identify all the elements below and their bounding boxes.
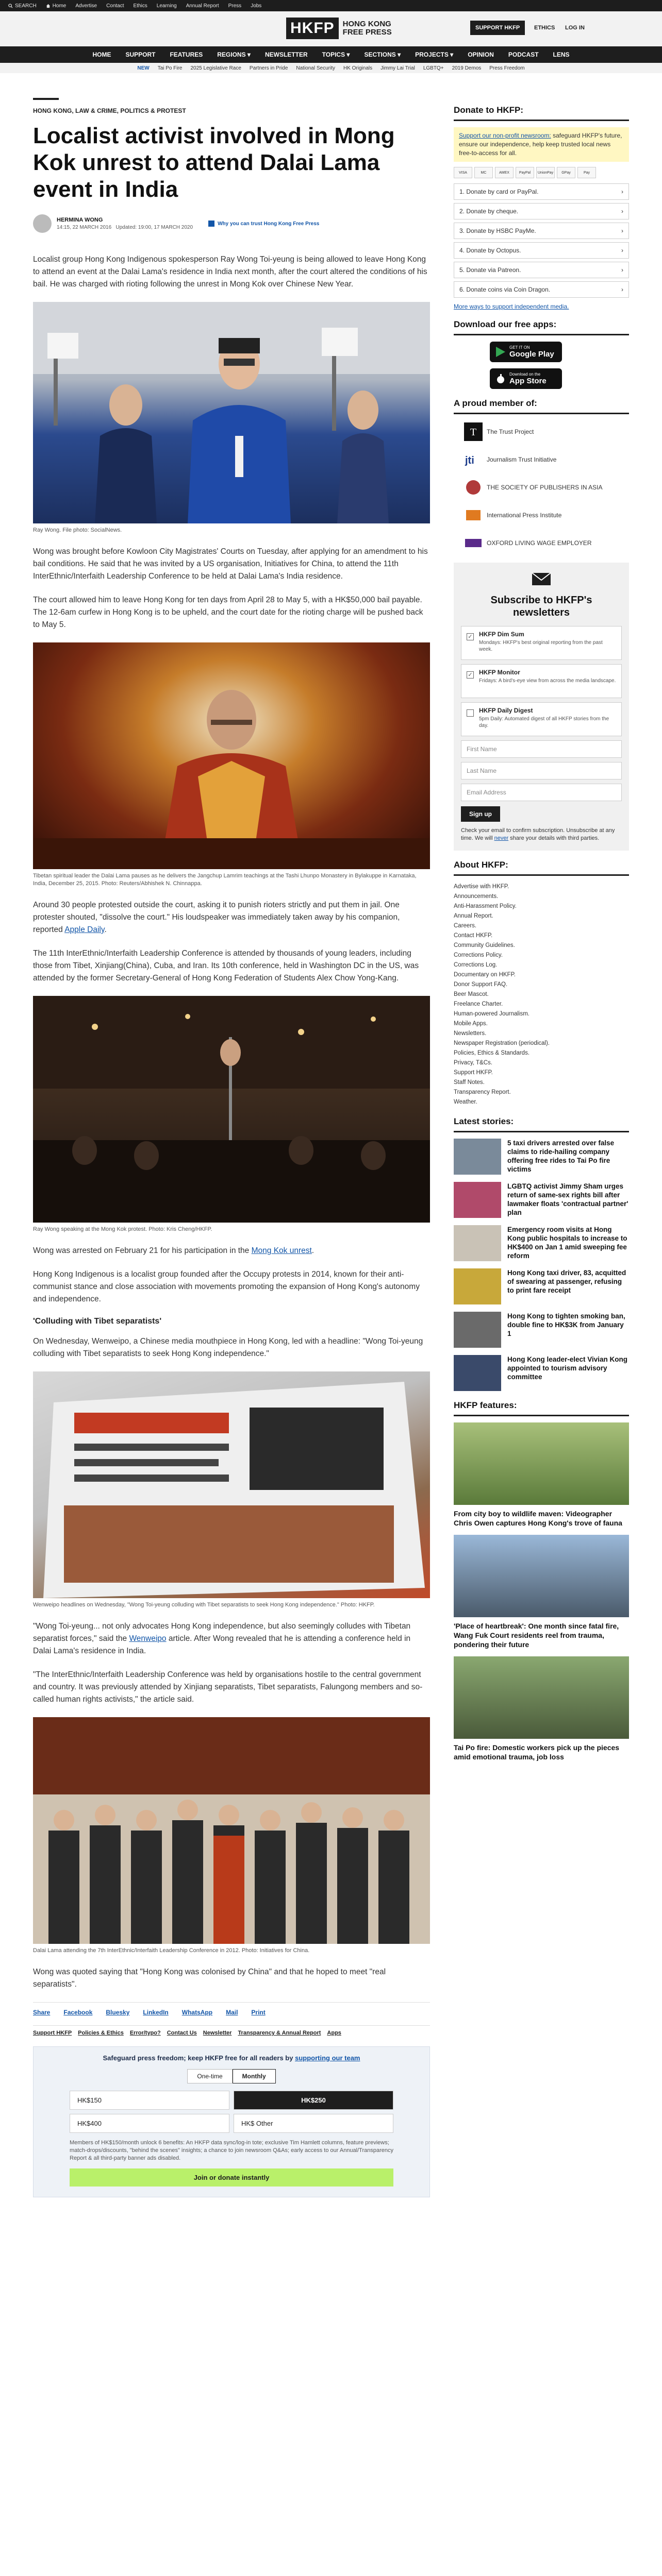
amount-option[interactable]: HK$150 (70, 2091, 229, 2110)
unionpay-icon: UnionPay (536, 167, 555, 178)
kicker-rule (33, 98, 59, 100)
article-figure (33, 996, 430, 1233)
footer-link-apps[interactable]: Apps (327, 2030, 341, 2036)
why-trust-link[interactable] (208, 221, 319, 227)
checkbox[interactable] (467, 709, 474, 717)
payment-methods (454, 167, 629, 178)
article-paragraph: On Wednesday, Wenweipo, a Chinese media mouthpiece in Hong Kong, led with a headline: "Wong Toi-yeung colluding with Tibet separatists to seek Hong Kong independence." (33, 1337, 423, 1358)
app-store-small: Download on the (509, 372, 541, 377)
figure-caption: Tibetan spiritual leader the Dalai Lama pauses as he delivers the Jangchup Lamrim teachings at the Tashi Lhunpo Monastery in Bylakuppe in Karnataka, India, December 25, 2015. Photo: Reuters/Abhishek N. Chinnappa. (33, 873, 417, 887)
envelope-icon (461, 571, 622, 586)
donate-box (33, 2046, 430, 2197)
figure-caption: Dalai Lama attending the 7th InterEthnic/Interfaith Leadership Conference in 2012. Photo: Initiatives for China. (33, 1947, 310, 1954)
article-paragraph: "The InterEthnic/Interfaith Leadership Conference was held by organisations hostile to the central government and country. It was previously attended by Xinjiang separatists, Tibet separatists, Falungong members and so-called human rights activists," the article said. (33, 1670, 423, 1704)
about-link[interactable]: Newsletters. (454, 1030, 487, 1037)
join-donate-button[interactable]: Join or donate instantly (70, 2168, 393, 2187)
chevron-right-icon: › (621, 188, 623, 195)
about-link[interactable]: Corrections Policy. (454, 952, 503, 958)
feature-title: From city boy to wildlife maven: Videographer Chris Owen captures Hong Kong's trove of fauna (454, 1510, 622, 1527)
author-name[interactable]: HERMINA WONG (57, 217, 103, 223)
latest-story[interactable] (454, 1225, 629, 1261)
member-sopa[interactable] (464, 477, 629, 498)
about-link[interactable]: Advertise with HKFP. (454, 884, 509, 890)
google-play-big: Google Play (509, 350, 554, 359)
last-name-field[interactable]: Last Name (461, 762, 622, 779)
apple-daily-link[interactable]: Apple Daily (64, 925, 105, 934)
article-paragraph (33, 1245, 430, 1257)
subscription-note (461, 827, 622, 842)
figure-caption: Ray Wong speaking at the Mong Kok protest. Photo: Kris Cheng/HKFP. (33, 1226, 212, 1232)
footer-link-transparency[interactable]: Transparency & Annual Report (238, 2030, 321, 2036)
about-link[interactable]: Annual Report. (454, 913, 493, 919)
wenweipo-link[interactable]: Wenweipo (129, 1634, 167, 1643)
amex-icon: AMEX (495, 167, 514, 178)
figure-caption: Wenweipo headlines on Wednesday, "Wong Toi-yeung colluding with Tibet separatists to seek Hong Kong independence." Photo: HKFP. (33, 1602, 375, 1608)
article-paragraph: The court allowed him to leave Hong Kong for ten days from April 28 to May 5, with a HK$50,000 bail payable. The 12-6am curfew in Hong Kong is to be upheld, and the court date for the rioting charge will be pushed back to May 5. (33, 596, 423, 629)
trending-link[interactable]: Jimmy Lai Trial (380, 65, 415, 71)
features-widget-title: HKFP features: (454, 1400, 629, 1416)
trending-link[interactable]: 2019 Demos (452, 65, 482, 71)
about-link[interactable]: Policies, Ethics & Standards. (454, 1050, 530, 1056)
chevron-right-icon: › (621, 266, 623, 274)
story-thumbnail (454, 1312, 501, 1348)
share-label[interactable]: Share (33, 2009, 51, 2016)
donate-option-label: 2. Donate by cheque. (459, 208, 519, 215)
monthly-option[interactable]: Monthly (233, 2069, 276, 2083)
paragraph-text: . (104, 925, 107, 934)
chevron-right-icon: › (621, 247, 623, 254)
site-header (0, 11, 662, 73)
article-paragraph: Wong was brought before Kowloon City Magistrates' Courts on Tuesday, after applying for an amendment to his bail conditions. He said that he was invited by a US organisation, Initiatives for China, to attend the 11th InterEthnic/Interfaith Leadership Conference to be held at Dalai Lama's India residence. (33, 547, 428, 581)
about-link[interactable]: Privacy, T&Cs. (454, 1060, 492, 1066)
member-name: International Press Institute (487, 512, 562, 519)
first-name-field[interactable]: First Name (461, 740, 622, 758)
nav-newsletter[interactable]: NEWSLETTER (264, 51, 308, 58)
paragraph-text: Around 30 people protested outside the court, asking it to punish rioters strictly and put them in jail. One protester shouted, "dissolve the court." His loudspeaker was immediately taken away by his companion, reported (33, 901, 400, 934)
conference-group-photo (33, 1717, 430, 1944)
trending-link[interactable]: LGBTQ+ (423, 65, 444, 71)
amount-option[interactable]: HK$400 (70, 2114, 229, 2133)
member-jti[interactable] (464, 449, 629, 470)
site-logo[interactable] (286, 18, 392, 39)
jti-logo-icon (464, 450, 483, 469)
paragraph-text: . (311, 1246, 315, 1255)
utility-press-link[interactable]: Press (228, 3, 242, 9)
trending-link[interactable]: HK Originals (343, 65, 373, 71)
ethics-link[interactable]: ETHICS (534, 25, 555, 31)
login-link[interactable]: LOG IN (565, 25, 585, 31)
article-categories[interactable]: HONG KONG, LAW & CRIME, POLITICS & PROTEST (33, 107, 186, 114)
newsletter-desc: Mondays: HKFP's best original reporting from the past week. (479, 640, 603, 652)
newsletter-signup (454, 563, 629, 851)
member-ipi[interactable] (464, 505, 629, 526)
utility-search-label: SEARCH (15, 3, 37, 9)
about-link[interactable]: Community Guidelines. (454, 942, 515, 948)
about-link[interactable]: Documentary on HKFP. (454, 972, 516, 978)
night-protest-illustration (33, 996, 430, 1223)
article-figure (33, 642, 430, 888)
nav-home[interactable]: HOME (92, 51, 111, 58)
story-thumbnail (454, 1268, 501, 1304)
newsletter-option-daily-digest[interactable] (461, 702, 622, 736)
amount-option-selected[interactable]: HK$250 (234, 2091, 393, 2110)
sopa-logo-icon (464, 478, 483, 497)
trending-link[interactable]: Press Freedom (489, 65, 525, 71)
never-link[interactable]: never (494, 835, 509, 841)
svg-text:T: T (470, 427, 477, 438)
logo-box: HKFP (286, 18, 339, 39)
newsletter-name: HKFP Daily Digest (479, 707, 533, 714)
article-paragraph: Localist group Hong Kong Indigenous spokesperson Ray Wong Toi-yeung is being allowed to leave Hong Kong to attend an event at the Dalai Lama's residence in India next month, after the court altered the conditions of his bail. He was charged with rioting following the unrest in Mong Kok over Chinese New Year. (33, 255, 427, 289)
nav-topics[interactable]: TOPICS ▾ (322, 51, 350, 58)
nav-podcast[interactable]: PODCAST (508, 51, 539, 58)
story-title: Emergency room visits at Hong Kong public hospitals to increase to HK$400 on Jan 1 amid sweeping fee reform (507, 1226, 627, 1260)
visa-icon: VISA (454, 167, 472, 178)
apple-icon (496, 374, 505, 384)
donate-option[interactable] (454, 203, 629, 219)
member-name: THE SOCIETY OF PUBLISHERS IN ASIA (487, 484, 603, 491)
google-play-small: GET IT ON (509, 345, 530, 350)
donate-option[interactable] (454, 183, 629, 200)
about-link[interactable]: Weather. (454, 1099, 477, 1105)
about-link[interactable]: Freelance Charter. (454, 1001, 503, 1007)
utility-ethics-link[interactable]: Ethics (133, 3, 147, 9)
article-paragraph (33, 899, 430, 936)
chevron-right-icon: › (621, 286, 623, 293)
note-text: Check your email to confirm subscription. Unsubscribe at any time. We will (461, 827, 615, 841)
donate-option[interactable] (454, 223, 629, 239)
protest-illustration (33, 302, 430, 523)
utility-bar (0, 0, 662, 11)
about-link[interactable]: Beer Mascot. (454, 991, 489, 997)
utility-search[interactable] (8, 3, 37, 9)
nav-support[interactable]: SUPPORT (125, 51, 156, 58)
about-link[interactable]: Mobile Apps. (454, 1021, 488, 1027)
logo-line-1: HONG KONG (342, 20, 391, 28)
logo-wordmark (343, 20, 392, 37)
donate-intro-text: safeguard HKFP's future, ensure our independence, help keep trusted local news free-to-access for all. (459, 132, 622, 157)
newspaper-illustration (33, 1371, 430, 1598)
about-link[interactable]: Newspaper Registration (periodical). (454, 1040, 550, 1046)
member-name: The Trust Project (487, 428, 534, 435)
article-figure (33, 1371, 430, 1609)
paragraph-text: "Wong Toi-yeung... not only advocates Hong Kong independence, but also seemingly colludes with Tibetan separatist forces," said the (33, 1622, 411, 1643)
about-link[interactable]: Corrections Log. (454, 962, 498, 968)
article-subheading: 'Colluding with Tibet separatists' (33, 1317, 162, 1326)
app-store-badge[interactable] (490, 368, 562, 389)
feature-story[interactable] (454, 1535, 629, 1649)
checkbox[interactable]: ✓ (467, 633, 474, 640)
about-link[interactable]: Announcements. (454, 893, 499, 900)
trending-link[interactable]: Partners in Pride (249, 65, 288, 71)
mong-kok-unrest-link[interactable]: Mong Kok unrest (251, 1246, 312, 1255)
footer-link-newsletter[interactable]: Newsletter (203, 2030, 232, 2036)
dalai-lama-illustration (33, 642, 430, 869)
nav-opinion[interactable]: OPINION (468, 51, 494, 58)
story-title: Hong Kong taxi driver, 83, acquitted of swearing at passenger, refusing to print fare receipt (507, 1269, 626, 1294)
newsletter-desc: 5pm Daily: Automated digest of all HKFP stories from the day. (479, 716, 609, 728)
article-headline: Localist activist involved in Mong Kok unrest to attend Dalai Lama event in India (33, 123, 395, 202)
logo-line-2: FREE PRESS (342, 28, 392, 37)
amount-option-other[interactable]: HK$ Other (234, 2114, 393, 2133)
share-linkedin-link[interactable]: LinkedIn (143, 2009, 169, 2016)
story-title: Hong Kong to tighten smoking ban, double fine to HK$3K from January 1 (507, 1312, 625, 1337)
signup-button[interactable]: Sign up (461, 806, 500, 822)
about-link[interactable]: Careers. (454, 923, 477, 929)
newsletter-option-monitor[interactable] (461, 664, 622, 698)
member-name: OXFORD LIVING WAGE EMPLOYER (487, 539, 592, 547)
byline (33, 214, 430, 233)
trending-bar (0, 63, 662, 73)
membership-benefits-note: Members of HK$150/month unlock 6 benefits: An HKFP data sync/log-in tote; exclusive Tim Hamlett columns, feature previews; match-drops/discounts, "behind the scenes" insights; a chance to join newsroom Q&As; early access to our Annual/Transparency Report & all third-party banner ads disabled. (70, 2140, 394, 2161)
utility-advertise-link[interactable]: Advertise (75, 3, 97, 9)
donate-intro (454, 127, 629, 162)
article-paragraph: The 11th InterEthnic/Interfaith Leadership Conference is attended by thousands of young leaders, including those from Tibet, Xinjiang(China), Cuba, and Iran. Its 10th conference, held in Washington DC in the US, was attended by the former Secretary-General of Hong Kong Federation of Students Alex Chow Yong-Kang. (33, 949, 419, 982)
google-play-icon (496, 347, 505, 357)
story-title: 5 taxi drivers arrested over false claims to ride-hailing company offering free rides to Tai Po fire victims (507, 1139, 615, 1173)
email-field[interactable]: Email Address (461, 784, 622, 801)
latest-story[interactable] (454, 1182, 629, 1218)
living-wage-logo-icon (464, 534, 483, 552)
latest-widget-title: Latest stories: (454, 1116, 629, 1132)
article-figure (33, 302, 430, 534)
share-whatsapp-link[interactable]: WhatsApp (181, 2009, 213, 2016)
share-mail-link[interactable]: Mail (226, 2009, 238, 2016)
feature-story[interactable] (454, 1656, 629, 1761)
apple-pay-icon: Pay (577, 167, 596, 178)
article-paragraph (33, 1620, 430, 1657)
trending-link[interactable]: 2025 Legislative Race (190, 65, 241, 71)
donate-option-label: 6. Donate coins via Coin Dragon. (459, 286, 551, 293)
feature-image (454, 1422, 629, 1505)
main-navigation (0, 46, 662, 63)
paragraph-text: article. After Wong revealed that he is attending a conference held in Dalai Lama's residence in India. (33, 1634, 411, 1655)
mong-kok-protest-photo (33, 996, 430, 1223)
search-icon (8, 4, 13, 8)
article-footer-links (33, 2025, 430, 2040)
donate-widget-title: Donate to HKFP: (454, 105, 629, 121)
wenweipo-headline-photo (33, 1371, 430, 1598)
donation-frequency-toggle (70, 2069, 393, 2083)
feature-image (454, 1656, 629, 1739)
about-link[interactable]: Contact HKFP. (454, 933, 493, 939)
nav-projects[interactable]: PROJECTS ▾ (415, 51, 454, 58)
newsletter-title: Subscribe to HKFP's newsletters (490, 595, 592, 618)
share-facebook-link[interactable]: Facebook (63, 2009, 93, 2016)
svg-text:jti: jti (465, 455, 474, 466)
about-link[interactable]: Human-powered Journalism. (454, 1011, 530, 1017)
author-avatar (33, 214, 52, 233)
latest-story[interactable] (454, 1268, 629, 1304)
feature-story[interactable] (454, 1422, 629, 1528)
support-hkfp-button[interactable]: SUPPORT HKFP (470, 21, 525, 35)
donate-title-text: Safeguard press freedom; keep HKFP free for all readers by (103, 2054, 295, 2062)
feature-title: Tai Po fire: Domestic workers pick up the pieces amid emotional trauma, job loss (454, 1743, 620, 1761)
story-thumbnail (454, 1355, 501, 1391)
about-widget-title: About HKFP: (454, 860, 629, 876)
latest-story[interactable] (454, 1139, 629, 1175)
share-bluesky-link[interactable]: Bluesky (106, 2009, 130, 2016)
utility-contact-link[interactable]: Contact (106, 3, 124, 9)
donate-option[interactable] (454, 242, 629, 259)
nav-features[interactable]: FEATURES (170, 51, 203, 58)
footer-link-support[interactable]: Support HKFP (33, 2030, 72, 2036)
note-text: share your details with third parties. (508, 835, 600, 841)
latest-story[interactable] (454, 1312, 629, 1348)
donate-option[interactable] (454, 262, 629, 278)
about-link[interactable]: Support HKFP. (454, 1070, 493, 1076)
newsletter-desc: Fridays: A bird's-eye view from across the media landscape. (479, 678, 616, 684)
published-time: 14:15, 22 MARCH 2016 (57, 225, 112, 230)
updated-time: Updated: 19:00, 17 MARCH 2020 (115, 225, 193, 230)
donation-amounts (70, 2091, 393, 2133)
donate-option-label: 4. Donate by Octopus. (459, 247, 521, 254)
footer-link-contact[interactable]: Contact Us (167, 2030, 197, 2036)
nav-sections[interactable]: SECTIONS ▾ (364, 51, 401, 58)
member-trust-project[interactable] (464, 421, 629, 442)
support-newsroom-link[interactable]: Support our non-profit newsroom: (459, 132, 551, 139)
checkbox[interactable]: ✓ (467, 671, 474, 679)
feature-title: 'Place of heartbreak': One month since fatal fire, Wang Fuk Court residents reel from trauma, pondering their future (454, 1622, 619, 1649)
story-title: LGBTQ activist Jimmy Sham urges return of same-sex rights bill after lawmaker floats 'contractual partner' plan (507, 1182, 628, 1216)
newsletter-name: HKFP Dim Sum (479, 631, 524, 638)
utility-home-label: Home (52, 3, 67, 9)
paragraph-text: Wong was arrested on February 21 for his participation in the (33, 1246, 252, 1255)
mastercard-icon: MC (474, 167, 493, 178)
footer-link-error[interactable]: Error/typo? (129, 2030, 161, 2036)
home-icon (46, 4, 51, 8)
sidebar (454, 98, 629, 1769)
footer-link-policies[interactable]: Policies & Ethics (78, 2030, 124, 2036)
ray-wong-photo (33, 302, 430, 523)
about-link[interactable]: Transparency Report. (454, 1089, 511, 1095)
share-print-link[interactable]: Print (251, 2009, 266, 2016)
figure-caption: Ray Wong. File photo: SocialNews. (33, 527, 122, 533)
donate-option-label: 1. Donate by card or PayPal. (459, 188, 539, 195)
chevron-right-icon: › (621, 227, 623, 234)
about-link[interactable]: Staff Notes. (454, 1079, 485, 1086)
google-play-badge[interactable] (490, 342, 562, 362)
share-bar (33, 2002, 430, 2016)
story-title: Hong Kong leader-elect Vivian Kong appointed to tourism advisory committee (507, 1355, 628, 1381)
donate-option[interactable] (454, 281, 629, 298)
trust-project-logo-icon (464, 422, 483, 441)
newsletter-option-dim-sum[interactable] (461, 626, 622, 660)
story-thumbnail (454, 1182, 501, 1218)
newsletter-name: HKFP Monitor (479, 669, 520, 676)
trending-new-label: NEW (137, 65, 150, 71)
why-trust-label: Why you can trust Hong Kong Free Press (218, 221, 320, 227)
group-photo-illustration (33, 1717, 430, 1944)
paypal-icon: PayPal (516, 167, 534, 178)
google-pay-icon: GPay (557, 167, 575, 178)
utility-home-link[interactable] (46, 3, 67, 9)
story-thumbnail (454, 1225, 501, 1261)
one-time-option[interactable]: One-time (187, 2069, 232, 2083)
trending-link[interactable]: Tai Po Fire (157, 65, 183, 71)
article-paragraph: Hong Kong Indigenous is a localist group founded after the Occupy protests in 2014, known for their anti-communist stance and close association with movements promoting the expansion of Hong Kong's autonomy and independence. (33, 1270, 420, 1303)
donate-option-label: 5. Donate via Patreon. (459, 266, 521, 274)
member-oxford-living-wage[interactable] (464, 533, 629, 553)
members-widget-title: A proud member of: (454, 398, 629, 414)
ipi-logo-icon (464, 506, 483, 524)
story-thumbnail (454, 1139, 501, 1175)
chevron-right-icon: › (621, 208, 623, 215)
donate-option-label: 3. Donate by HSBC PayMe. (459, 227, 536, 234)
about-link[interactable]: Donor Support FAQ. (454, 981, 508, 988)
app-store-big: App Store (509, 377, 547, 385)
article-paragraph: Wong was quoted saying that "Hong Kong was colonised by China" and that he hoped to meet "real separatists". (33, 1968, 386, 1989)
utility-jobs-link[interactable]: Jobs (251, 3, 262, 9)
donate-box-title (70, 2054, 393, 2062)
dalai-lama-photo (33, 642, 430, 869)
member-name: Journalism Trust Initiative (487, 456, 557, 463)
about-links (454, 882, 629, 1107)
article (33, 98, 430, 2197)
feature-image (454, 1535, 629, 1617)
nav-regions[interactable]: REGIONS ▾ (217, 51, 251, 58)
publish-date (57, 225, 193, 230)
apps-widget-title: Download our free apps: (454, 319, 629, 335)
latest-story[interactable] (454, 1355, 629, 1391)
trending-link[interactable]: National Security (296, 65, 335, 71)
more-ways-link[interactable]: More ways to support independent media. (454, 303, 569, 310)
utility-learning-link[interactable]: Learning (156, 3, 177, 9)
support-team-link[interactable]: supporting our team (295, 2054, 360, 2062)
utility-annual-report-link[interactable]: Annual Report (186, 3, 219, 9)
nav-lens[interactable]: LENS (553, 51, 570, 58)
article-figure (33, 1717, 430, 1955)
about-link[interactable]: Anti-Harassment Policy. (454, 903, 517, 909)
trust-icon (208, 221, 214, 227)
